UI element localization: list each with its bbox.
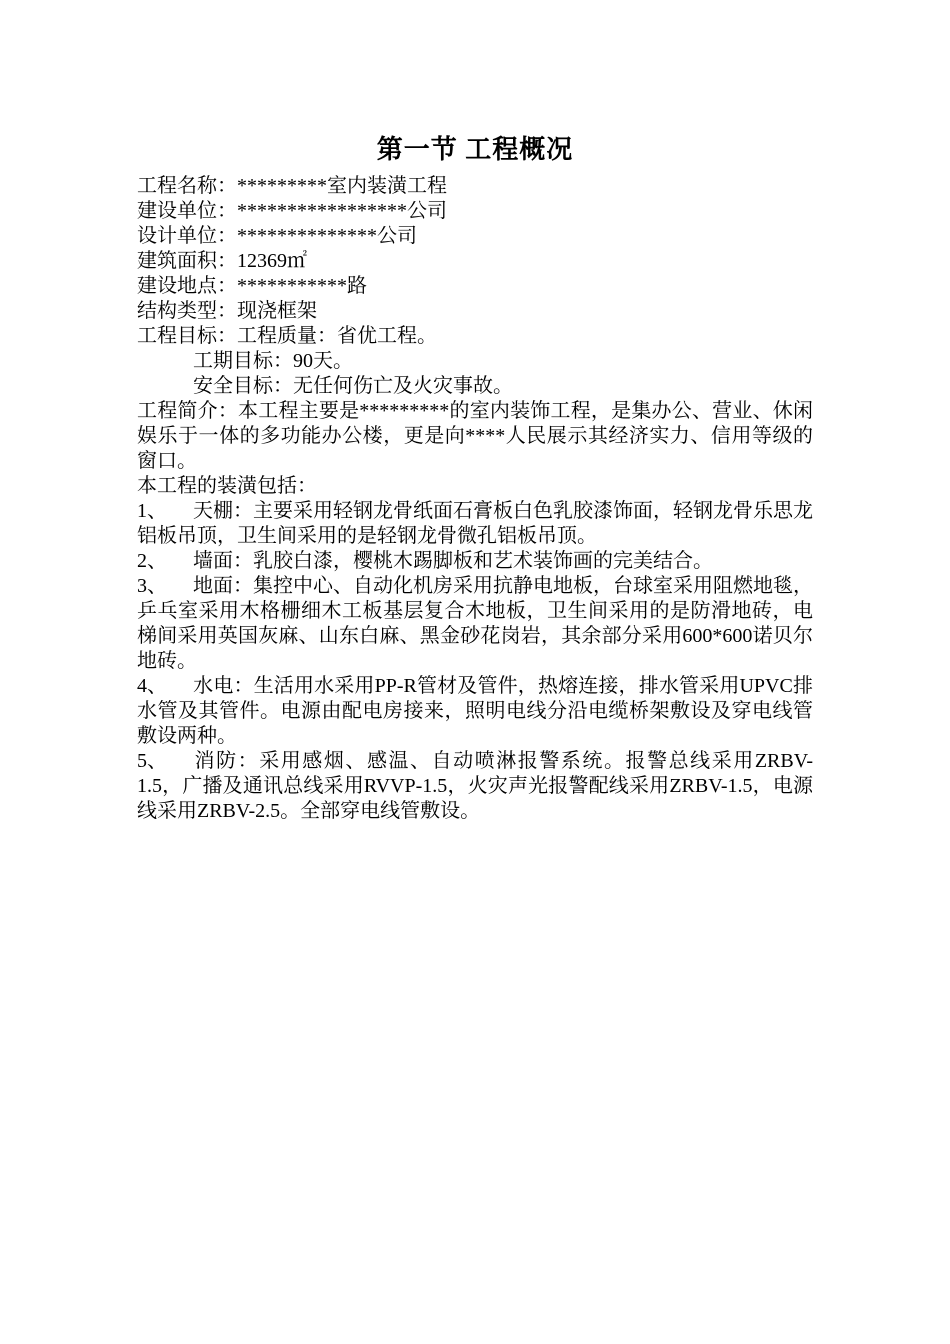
info-label: 结构类型： (137, 300, 237, 322)
list-item (137, 674, 813, 749)
info-label: 设计单位： (137, 225, 237, 247)
item-number: 2、 (137, 550, 167, 572)
section-title: 第一节 工程概况 (376, 135, 574, 164)
project-info (137, 174, 813, 399)
info-value: **************公司 (237, 225, 417, 247)
info-value: *********室内装潢工程 (237, 175, 447, 197)
info-value: 12369㎡ (237, 250, 307, 272)
info-value: 现浇框架 (237, 300, 317, 322)
list-item (137, 574, 813, 674)
info-structure (137, 299, 813, 324)
list-item (137, 499, 813, 549)
info-value: 工程质量：省优工程。 (237, 325, 437, 347)
item-number: 5、 (137, 750, 167, 772)
info-area (137, 249, 813, 274)
info-location (137, 274, 813, 299)
item-text: 天棚：主要采用轻钢龙骨纸面石膏板白色乳胶漆饰面，轻钢龙骨乐思龙铝板吊顶，卫生间采用的是轻钢龙骨微孔铝板吊顶。 (137, 500, 813, 547)
document-page (137, 130, 813, 824)
scope-heading: 本工程的装潢包括： (137, 475, 317, 497)
info-value: ***********路 (237, 275, 367, 297)
item-number: 1、 (137, 500, 167, 522)
item-text: 水电：生活用水采用PP-R管材及管件，热熔连接，排水管采用UPVC排水管及其管件。电源由配电房接来，照明电线分沿电缆桥架敷设及穿电线管敷设两种。 (137, 675, 813, 747)
item-text: 墙面：乳胶白漆，樱桃木踢脚板和艺术装饰画的完美结合。 (193, 550, 713, 572)
info-label: 工程目标： (137, 325, 237, 347)
info-label: 建设单位： (137, 200, 237, 222)
list-item (137, 549, 813, 574)
info-label: 建设地点： (137, 275, 237, 297)
info-value: *****************公司 (237, 200, 447, 222)
scope-list (137, 499, 813, 824)
goal-schedule: 工期目标：90天。 (193, 350, 353, 372)
project-intro: 工程简介：本工程主要是*********的室内装饰工程，是集办公、营业、休闲娱乐于一体的多功能办公楼，更是向****人民展示其经济实力、信用等级的窗口。 (137, 400, 813, 472)
info-goals (137, 324, 813, 349)
info-owner (137, 199, 813, 224)
info-label: 建筑面积： (137, 250, 237, 272)
item-text: 地面：集控中心、自动化机房采用抗静电地板，台球室采用阻燃地毯，乒乓室采用木格栅细木工板基层复合木地板，卫生间采用的是防滑地砖，电梯间采用英国灰麻、山东白麻、黑金砂花岗岩，其余部分采用600*600诺贝尔地砖。 (137, 575, 813, 672)
item-number: 3、 (137, 575, 167, 597)
item-number: 4、 (137, 675, 167, 697)
info-designer (137, 224, 813, 249)
info-project-name (137, 174, 813, 199)
goal-safety: 安全目标：无任何伤亡及火灾事故。 (193, 375, 513, 397)
item-text: 消防：采用感烟、感温、自动喷淋报警系统。报警总线采用ZRBV-1.5，广播及通讯总线采用RVVP-1.5，火灾声光报警配线采用ZRBV-1.5，电源线采用ZRBV-2.5。全部穿电线管敷设。 (137, 750, 813, 822)
list-item (137, 749, 813, 824)
info-label: 工程名称： (137, 175, 237, 197)
